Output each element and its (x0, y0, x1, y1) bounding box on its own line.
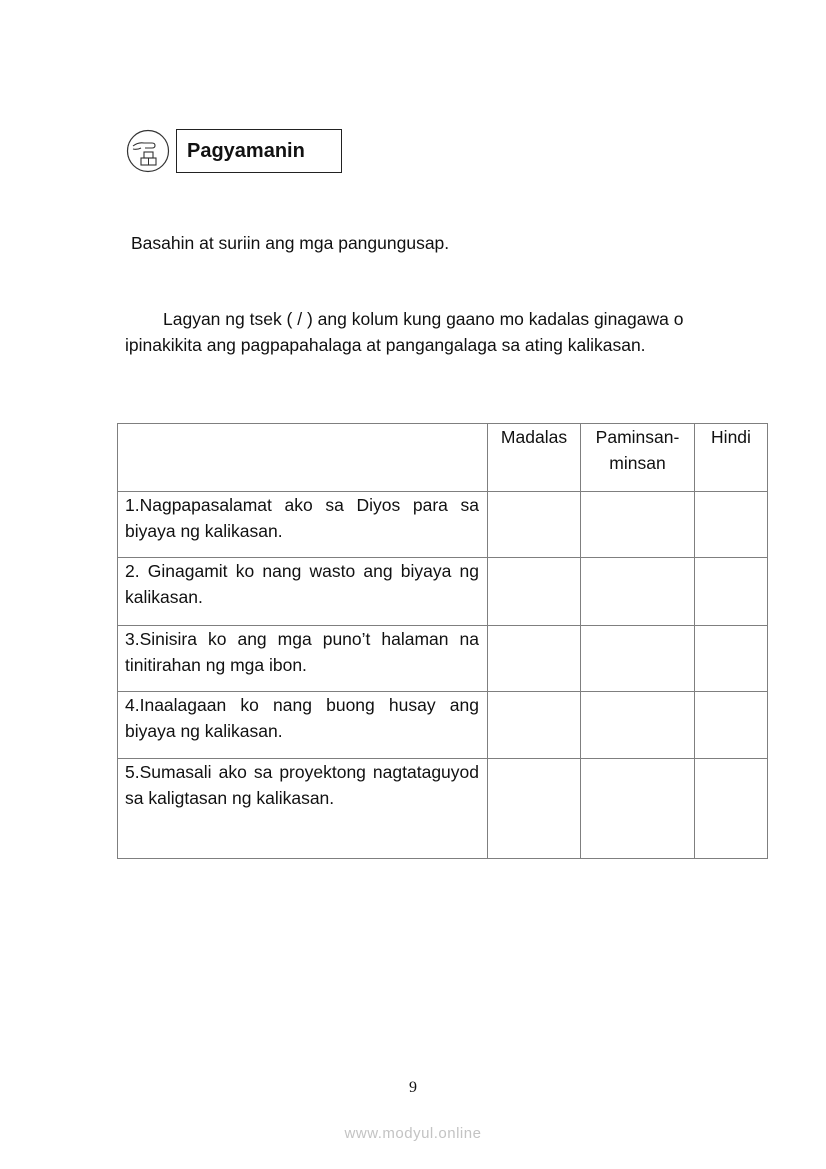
check-cell-hindi[interactable] (695, 558, 768, 626)
statement-cell (118, 558, 488, 626)
check-cell-hindi[interactable] (695, 759, 768, 859)
statement-text: 5.Sumasali ako sa proyektong nagtataguyod sa kaligtasan ng kalikasan. (125, 762, 479, 808)
section-title: Pagyamanin (176, 129, 342, 173)
statement-text: 2. Ginagamit ko nang wasto ang biyaya ng kalikasan. (125, 561, 479, 607)
statement-cell (118, 492, 488, 558)
check-cell-paminsan-minsan[interactable] (581, 626, 695, 692)
statement-cell (118, 759, 488, 859)
section-icon (126, 129, 170, 173)
statement-cell (118, 626, 488, 692)
check-cell-hindi[interactable] (695, 492, 768, 558)
table-row (118, 558, 768, 626)
header-hindi: Hindi (695, 424, 768, 492)
check-cell-hindi[interactable] (695, 692, 768, 759)
check-cell-madalas[interactable] (488, 759, 581, 859)
statement-text: 4.Inaalagaan ko nang buong husay ang biyaya ng kalikasan. (125, 695, 479, 741)
table-row (118, 626, 768, 692)
check-cell-paminsan-minsan[interactable] (581, 759, 695, 859)
header-madalas: Madalas (488, 424, 581, 492)
check-cell-paminsan-minsan[interactable] (581, 692, 695, 759)
page-number: 9 (409, 1079, 417, 1096)
check-cell-madalas[interactable] (488, 692, 581, 759)
check-cell-madalas[interactable] (488, 558, 581, 626)
statement-text: 1.Nagpapasalamat ako sa Diyos para sa biyaya ng kalikasan. (125, 495, 479, 541)
header-row (118, 424, 768, 492)
instruction-check: Lagyan ng tsek ( / ) ang kolum kung gaano mo kadalas ginagawa o ipinakikita ang pagpapahalaga at pangangalaga sa ating kalikasan. (125, 309, 684, 355)
table-row (118, 692, 768, 759)
table-row (118, 492, 768, 558)
statement-text: 3.Sinisira ko ang mga puno’t halaman na tinitirahan ng mga ibon. (125, 629, 479, 675)
check-cell-paminsan-minsan[interactable] (581, 492, 695, 558)
statement-cell (118, 692, 488, 759)
instruction-read: Basahin at suriin ang mga pangungusap. (131, 233, 450, 253)
header-paminsan-minsan: Paminsan-minsan (581, 424, 695, 492)
check-cell-paminsan-minsan[interactable] (581, 558, 695, 626)
watermark: www.modyul.online (344, 1125, 482, 1142)
check-cell-madalas[interactable] (488, 626, 581, 692)
table-row (118, 759, 768, 859)
check-cell-hindi[interactable] (695, 626, 768, 692)
checklist-table (117, 423, 768, 859)
check-cell-madalas[interactable] (488, 492, 581, 558)
header-statement (118, 424, 488, 492)
